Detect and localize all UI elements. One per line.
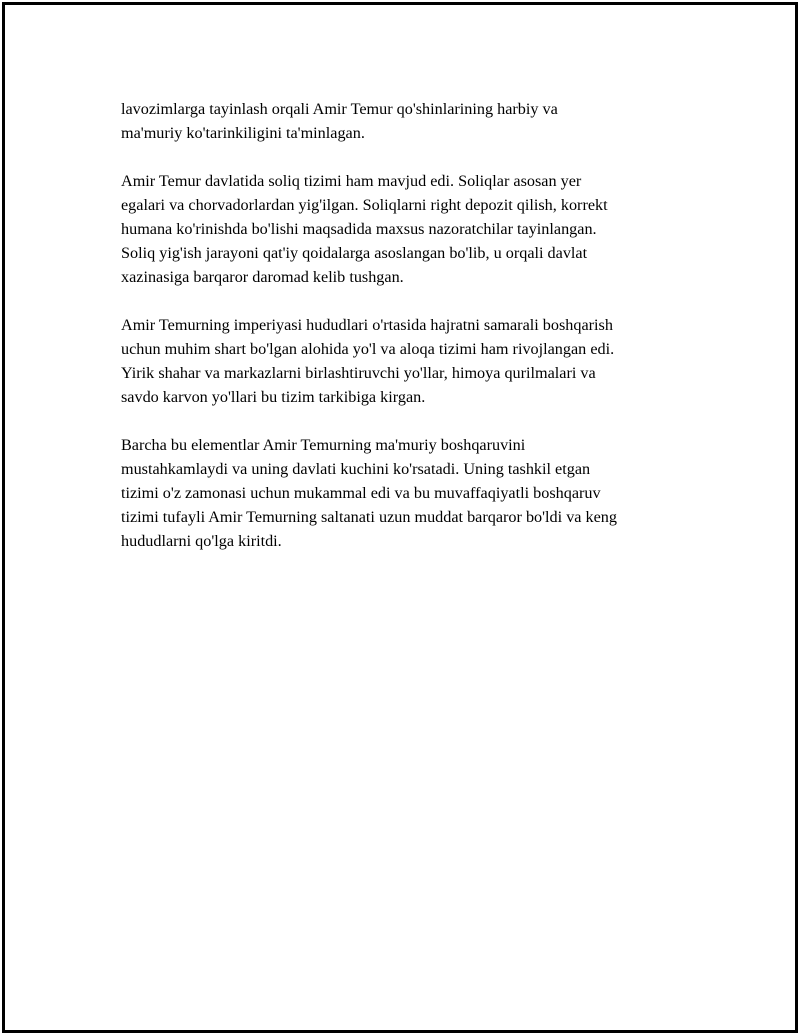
document-page	[2, 2, 798, 1033]
text-line: humana ko'rinishda bo'lishi maqsadida maxsus nazoratchilar tayinlangan.	[121, 220, 597, 238]
text-line: Amir Temur davlatida soliq tizimi ham mavjud edi. Soliqlar asosan yer	[121, 172, 582, 190]
text-line: tizimi tufayli Amir Temurning saltanati uzun muddat barqaror bo'ldi va keng	[121, 508, 617, 526]
text-line: ma'muriy ko'tarinkiligini ta'minlagan.	[121, 124, 365, 142]
text-line: lavozimlarga tayinlash orqali Amir Temur qo'shinlarining harbiy va	[121, 100, 558, 118]
text-line: egalari va chorvadorlardan yig'ilgan. Soliqlarni right depozit qilish, korrekt	[121, 196, 608, 214]
text-line: mustahkamlaydi va uning davlati kuchini ko'rsatadi. Uning tashkil etgan	[121, 460, 591, 478]
text-line: Yirik shahar va markazlarni birlashtiruvchi yo'llar, himoya qurilmalari va	[121, 364, 596, 382]
text-line: hududlarni qo'lga kiritdi.	[121, 532, 282, 550]
paragraph-2	[121, 169, 701, 289]
text-line: Amir Temurning imperiyasi hududlari o'rtasida hajratni samarali boshqarish	[121, 316, 613, 334]
paragraph-1	[121, 97, 701, 145]
text-line: tizimi o'z zamonasi uchun mukammal edi va bu muvaffaqiyatli boshqaruv	[121, 484, 601, 502]
text-line: Barcha bu elementlar Amir Temurning ma'muriy boshqaruvini	[121, 436, 526, 454]
text-line: uchun muhim shart bo'lgan alohida yo'l va aloqa tizimi ham rivojlangan edi.	[121, 340, 615, 358]
document-body	[121, 97, 701, 577]
paragraph-3	[121, 313, 701, 409]
text-line: savdo karvon yo'llari bu tizim tarkibiga kirgan.	[121, 388, 426, 406]
text-line: Soliq yig'ish jarayoni qat'iy qoidalarga asoslangan bo'lib, u orqali davlat	[121, 244, 588, 262]
paragraph-4	[121, 433, 701, 553]
text-line: xazinasiga barqaror daromad kelib tushgan.	[121, 268, 404, 286]
